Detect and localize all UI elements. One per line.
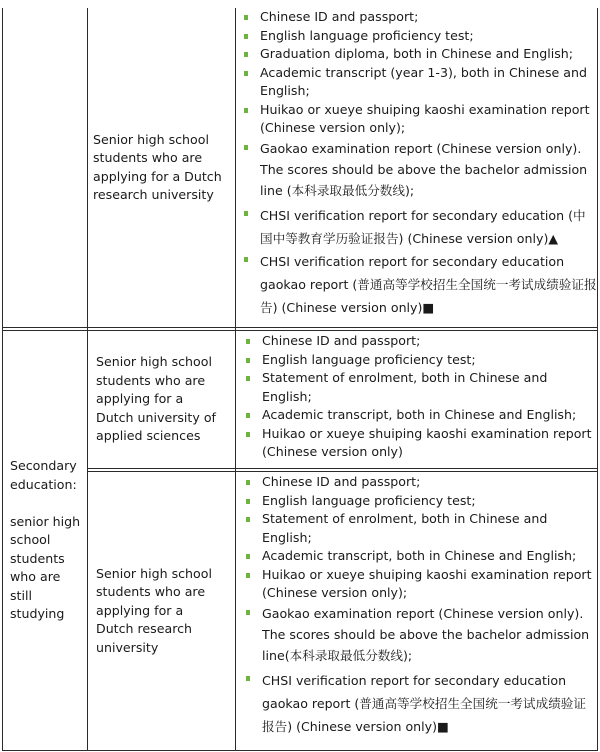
list-item: English language proficiency test; [243,492,595,511]
row3-documents-list [243,473,595,738]
list-item: English language proficiency test; [241,27,597,46]
row-divider-2 [87,468,598,469]
list-item: Statement of enrolment, both in Chinese and English; [243,369,595,406]
list-item: English language proficiency test; [243,351,595,370]
list-item: Graduation diploma, both in Chinese and English; [241,45,597,64]
list-item: Academic transcript (year 1-3), both in Chinese and English; [241,64,597,101]
list-item: Gaokao examination report (Chinese version only). The scores should be above the bachelor admission line(本科录取最低分数线); [243,603,595,666]
list-item: Statement of enrolment, both in Chinese and English; [243,510,595,547]
row3-audience-cell [88,472,235,750]
list-item: Huikao or xueye shuiping kaoshi examination report (Chinese version only) [243,425,595,462]
row2-category-text: Secondary education: senior high school students who are still studying [10,458,81,622]
list-item: Chinese ID and passport; [241,8,597,27]
list-item: CHSI verification report for secondary education gaokao report (普通高等学校招生全国统一考试成绩验证报告) (Chinese version only)■ [243,669,595,738]
list-item: Gaokao examination report (Chinese version only). The scores should be above the bachelor admission line (本科录取最低分数线); [241,138,597,201]
list-item: Huikao or xueye shuiping kaoshi examination report (Chinese version only); [241,101,597,138]
table-border-bottom [2,750,598,751]
list-item: Huikao or xueye shuiping kaoshi examination report (Chinese version only); [243,566,595,603]
list-item: CHSI verification report for secondary education (中国中等教育学历验证报告) (Chinese version only)▲ [241,204,597,250]
row-divider-1 [2,327,598,328]
list-item: Chinese ID and passport; [243,473,595,492]
list-item: Academic transcript, both in Chinese and English; [243,406,595,425]
row2-audience-cell [88,331,235,468]
row2-category-cell [3,331,87,750]
row2-audience-text: Senior high school students who are applying for a Dutch university of applied sciences [96,354,216,444]
row3-audience-text: Senior high school students who are applying for a Dutch research university [96,565,212,655]
row2-documents-list [243,332,595,462]
table-border-right [597,8,598,751]
list-item: Chinese ID and passport; [243,332,595,351]
row1-documents-list [241,8,597,319]
list-item: Academic transcript, both in Chinese and English; [243,547,595,566]
row1-audience-text: Senior high school students who are applying for a Dutch research university [93,131,222,202]
column-divider-2 [235,8,236,751]
list-item: CHSI verification report for secondary education gaokao report (普通高等学校招生全国统一考试成绩验证报告) (Chinese version only)■ [241,250,597,319]
row1-audience-cell [88,8,235,327]
